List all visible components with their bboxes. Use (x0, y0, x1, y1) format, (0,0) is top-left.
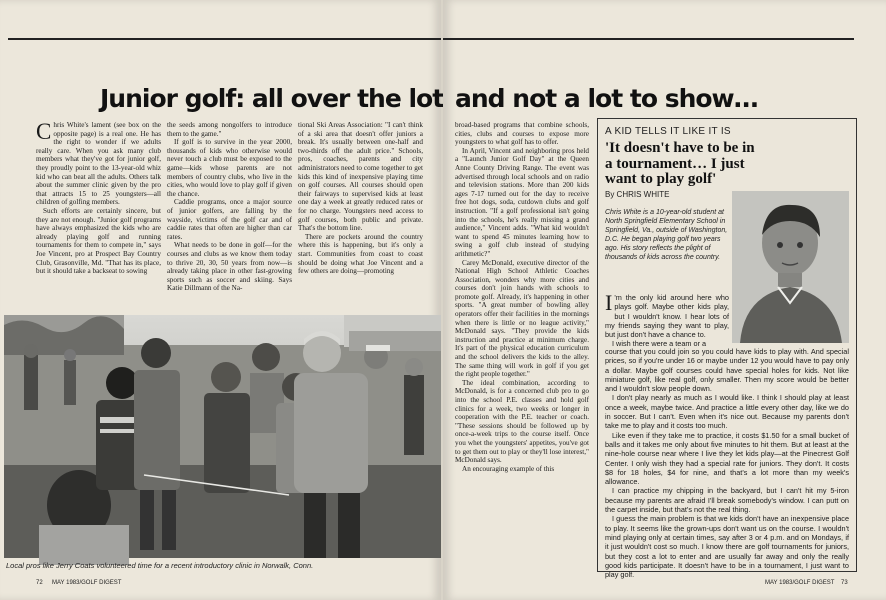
paragraph: course that you could join so you could have kids to play with. And special prices, so if you're under 16 or maybe under 12 you would have to pay only a dollar. Maybe golf courses could have special holes for kids. Not like miniature golf, like real golf, only smaller. Then my score would be better and I wouldn't slow people down. (605, 347, 849, 394)
paragraph: tional Ski Areas Association: "I can't think of a ski area that doesn't offer juniors a break. It's usually between one-half and two-thirds off the adult price." Schools, pros, coaches, parents and city administrators need to come together to get kids this kind of inexpensive playing time on golf courses. All courses should open their fairways to supervised kids at least one day a week at greatly reduced rates or for no charge. Youngsters need access to golf courses, both public and private. That's the bottom line. (298, 121, 423, 233)
drop-cap: C (36, 119, 52, 144)
photo-caption: Local pros like Jerry Coats volunteered time for a recent introductory clinic in Norwalk, Conn. (6, 561, 314, 570)
paragraph: In April, Vincent and neighboring pros held a "Launch Junior Golf Day" at the Queen Anne County Driving Range. The event was advertised through local schools and on radio and television stations. More than 200 kids ages 7-17 turned out for the day to receive free hot dogs, soda, cutdown clubs and golf instruction. "If a golf professional isn't going into the schools, he's really missing a grand audience," Vincent adds. "What kid wouldn't want to spend 45 minutes learning how to swing a golf club instead of studying arithmetic?" (455, 146, 589, 258)
boy-portrait-illustration (732, 191, 849, 343)
paragraph: I don't play nearly as much as I would like. I think I should play at least once a week, maybe twice. And practice a little every other day, like we do in soccer. But I can't. Even when it's nice out. Because my parents don't take me to play and it costs too much. (605, 393, 849, 431)
headline-left: Junior golf: all over the lot (100, 84, 444, 113)
paragraph: broad-based programs that combine schools, cities, clubs and courses to expose more youngsters to what golf has to offer. (455, 121, 589, 147)
paragraph: Such efforts are certainly sincere, but they are not enough. "Junior golf programs have always emphasized the kids who are already playing golf and running tournaments for them to compete in," says Joe Vincent, pro at Prospect Bay Country Club, Grasonville, Md. "That has its place, but it should take a backseat to sowing (36, 206, 161, 276)
paragraph: the seeds among nongolfers to introduce them to the game." (167, 121, 292, 138)
folio-page-number: 72 (36, 580, 43, 586)
golf-clinic-photo-illustration (4, 315, 441, 558)
sidebar-intro (605, 290, 729, 349)
paragraph: hris White's lament (see box on the opposite page) is a real one. He has the right to wonder if we adults really care. When you ask many club members what they've got for junior golf, they proudly point to the 13-year-old whiz kid who can beat all the adults. Others talk about the summer clinic given by the pro that attracts 15 to 25 youngsters—all children of golfing members. (36, 121, 161, 207)
sidebar-byline: By CHRIS WHITE (605, 190, 670, 199)
paragraph: I can practice my chipping in the backyard, but I can't hit my 5-iron because my parents are afraid I'll break somebody's window. I can putt on the carpet inside, but that's not the real thing. (605, 486, 849, 515)
folio-page-number: 73 (841, 580, 848, 586)
sidebar-kicker: A KID TELLS IT LIKE IT IS (605, 126, 731, 137)
folio-publication: MAY 1983/GOLF DIGEST (765, 580, 835, 586)
paragraph: What needs to be done in golf—for the courses and clubs as we know them today to thrive 20, 30, 50 years from now—is already taking place in other fast-growing sports such as soccer and skiing. Says Katie Dillmann of the Na- (167, 241, 292, 293)
sidebar-body (605, 347, 849, 580)
paragraph: I guess the main problem is that we kids don't have an inexpensive place to play. It seems like the grown-ups don't want us on the course. I wouldn't mind playing only at certain times, say after 3 or 4 p.m. and on Mondays, if it just wouldn't cost so much. I know there are golf tournaments for juniors, but they cost a lot to enter and are usually far away and only the really good kids participate. It doesn't have to be in a tournament, I just want to play golf. (605, 514, 849, 580)
sidebar-box (597, 118, 857, 580)
paragraph: Caddie programs, once a major source of junior golfers, are falling by the wayside, victims of the golf car and of caddie rates that often are higher than car rates. (167, 198, 292, 241)
paragraph: An encouraging example of this (462, 464, 555, 473)
article-column-2 (167, 121, 292, 313)
article-column-1 (36, 121, 161, 313)
paragraph: 'm the only kid around here who plays golf. Maybe other kids play, but I wouldn't know. I hear lots of my friends saying they want to play, but just don't have a chance to. (605, 293, 729, 340)
headline-right: and not a lot to show… (455, 84, 758, 113)
paragraph: I wish there were a team or a (612, 339, 707, 349)
author-photo (732, 191, 849, 343)
paragraph: Like even if they take me to practice, it costs $1.50 for a small bucket of balls and it takes me only about five minutes to hit them. But at least at the nine-hole course near where I live they let kids play—at the Pinecrest Golf Center. I only wish they had a special rate for juniors. They don't. It costs $8 for 18 holes, $4 for nine, and that's a lot more than my week's allowance. (605, 430, 849, 487)
paragraph: If golf is to survive in the year 2000, thousands of kids who otherwise would never touch a club must be exposed to the game—kids whose parents are not members of country clubs, who live in the cities, who would love to play golf if given the chance. (167, 138, 292, 198)
top-rule (443, 38, 854, 40)
paragraph: The ideal combination, according to McDonald, is for a concerned club pro to go into the school P.E. classes and hold golf clinics for a week, two weeks or longer in cooperation with the P.E. teacher or coach. "These sessions should be followed up by once-a-week trips to the course itself. Once you whet the youngsters' appetites, you've got to get them out to play or they'll lose interest," McDonald says. (455, 378, 589, 465)
article-column-4 (455, 121, 589, 570)
paragraph: Carey McDonald, executive director of the National High School Athletic Coaches Association, wonders why more cities and courses don't join hands with schools to promote golf. Already, it's happening in other sports. "A great number of bowling alley operators offer their facilities in the mornings when there is little or no league activity," McDonald says. "They provide the kids instruction and practice at minimum charge. It's part of the physical education curriculum and the school delivers the kids to the alley. The same thing will work in golf if you get the right people together." (455, 258, 589, 379)
top-rule (8, 38, 441, 40)
folio-publication: MAY 1983/GOLF DIGEST (52, 580, 122, 586)
sidebar-title: 'It doesn't have to be in a tournament… I just want to play golf' (605, 140, 755, 187)
right-page (443, 0, 886, 600)
sidebar-drop-cap: I (605, 290, 613, 315)
clinic-photo (4, 315, 441, 558)
author-bio: Chris White is a 10-year-old student at North Springfield Elementary School in Springfield, Va., outside of Washington, D.C. He began playing golf two years ago. His story reflects the plight of thousands of kids across the country. (605, 209, 728, 261)
article-column-3 (298, 121, 423, 313)
paragraph: There are pockets around the country where this is happening, but it's only a start. Communities from coast to coast should be doing what Joe Vincent and a few others are doing—promoting (298, 232, 423, 276)
